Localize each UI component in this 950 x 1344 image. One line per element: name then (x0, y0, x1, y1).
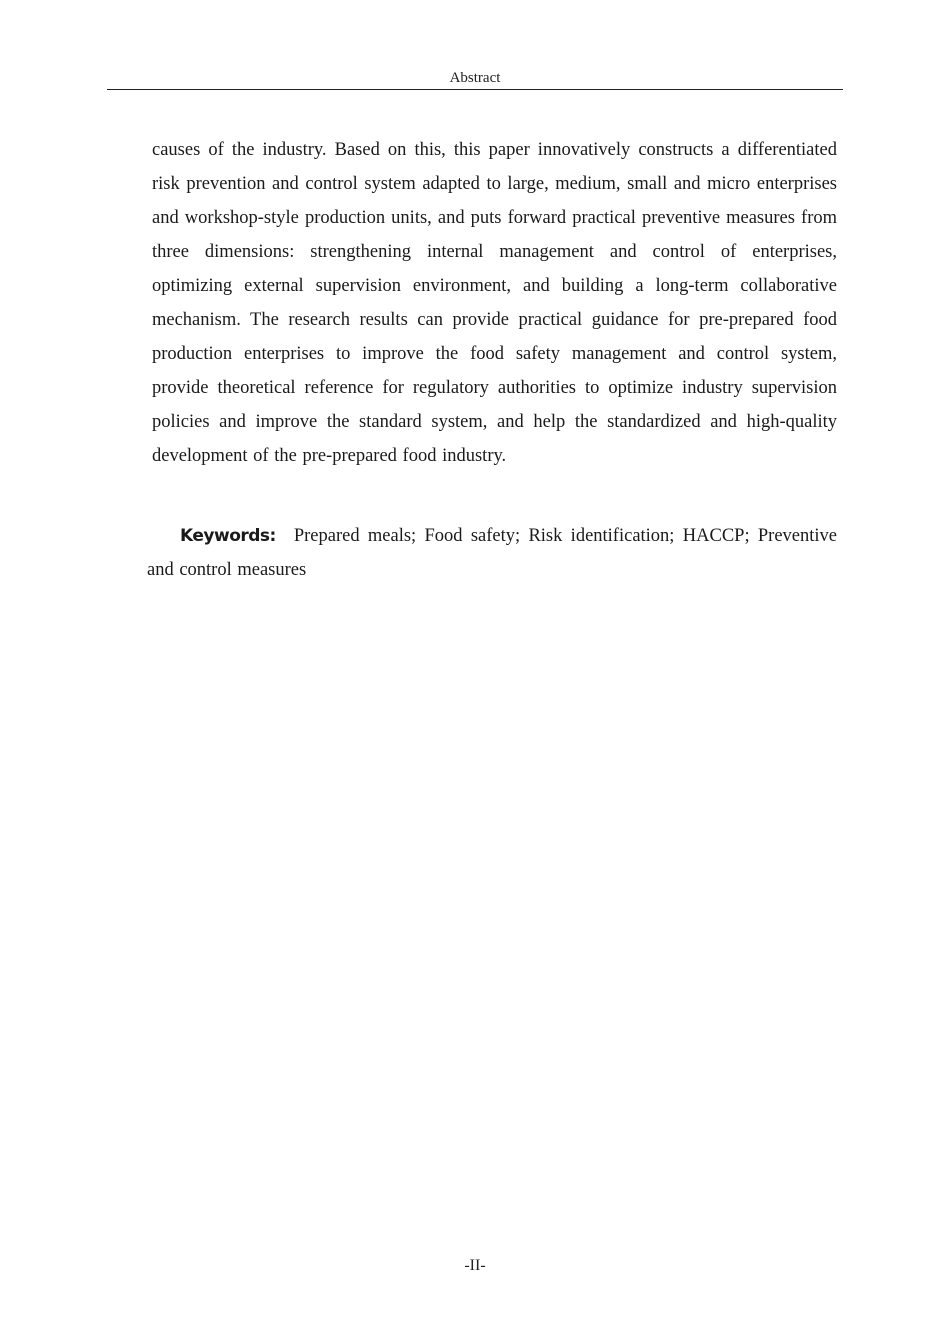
header-title: Abstract (449, 70, 501, 86)
keywords-line (147, 519, 837, 587)
page-number: -II- (464, 1257, 486, 1274)
keywords-label: Keywords: (180, 526, 276, 546)
page-header (107, 68, 843, 90)
keywords-text: Prepared meals; Food safety; Risk identification; HACCP; Preventive and control measures (147, 526, 837, 580)
abstract-paragraph: causes of the industry. Based on this, this paper innovatively constructs a differentiated risk prevention and control system adapted to large, medium, small and micro enterprises and workshop-style production units, and puts forward practical preventive measures from three dimensions: strengthening internal management and control of enterprises, optimizing external supervision environment, and building a long-term collaborative mechanism. The research results can provide practical guidance for pre-prepared food production enterprises to improve the food safety management and control system, provide theoretical reference for regulatory authorities to optimize industry supervision policies and improve the standard system, and help the standardized and high-quality development of the pre-prepared food industry. (152, 140, 837, 466)
